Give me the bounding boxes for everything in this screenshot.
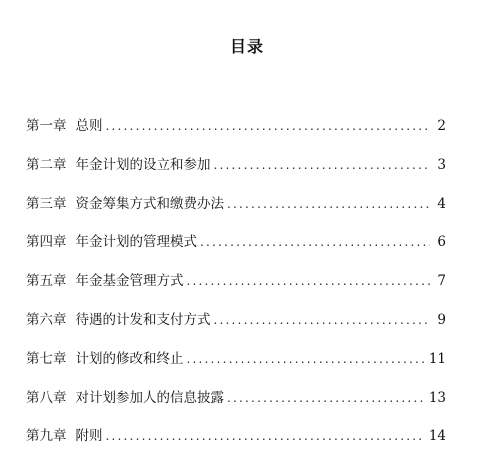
toc-page-number: 6: [437, 234, 446, 251]
toc-page-number: 2: [437, 118, 446, 134]
toc-chapter-number: 第八章: [26, 389, 67, 406]
toc-chapter-title: 年金计划的管理模式: [75, 234, 197, 251]
toc-entry[interactable]: [26, 272, 446, 311]
toc-page-number: 3: [437, 156, 446, 173]
toc-chapter-title: 计划的修改和终止: [75, 350, 184, 367]
toc-chapter-number: 第四章: [26, 234, 67, 251]
toc-chapter-number: 第五章: [26, 273, 67, 290]
toc-entry[interactable]: [26, 427, 446, 466]
toc-chapter-number: 第九章: [26, 428, 67, 445]
toc-chapter-title: 附则: [75, 428, 103, 445]
toc-dot-leader: [187, 272, 431, 290]
toc-page-number: 11: [428, 350, 446, 367]
toc-chapter-number: 第二章: [26, 156, 67, 173]
toc-entry[interactable]: [26, 311, 446, 350]
toc-chapter-title: 总则: [75, 118, 103, 134]
toc-entry[interactable]: [26, 117, 446, 156]
toc-dot-leader: [214, 156, 431, 174]
toc-chapter-number: 第三章: [26, 195, 67, 212]
toc-entry[interactable]: [26, 350, 446, 389]
toc-chapter-title: 年金计划的设立和参加: [75, 156, 211, 173]
toc-page-number: 4: [437, 195, 446, 212]
toc-dot-leader: [106, 117, 431, 135]
toc-chapter-number: 第六章: [26, 311, 67, 328]
toc-page-number: 9: [437, 311, 446, 328]
toc-page-number: 13: [428, 389, 446, 406]
toc-entry[interactable]: [26, 156, 446, 195]
toc-list: [26, 117, 446, 466]
toc-chapter-title: 待遇的计发和支付方式: [75, 311, 211, 328]
toc-chapter-title: 对计划参加人的信息披露: [75, 389, 224, 406]
toc-page-number: 7: [437, 273, 446, 290]
toc-title: 目录: [229, 37, 264, 56]
toc-dot-leader: [187, 350, 425, 368]
toc-entry[interactable]: [26, 389, 446, 428]
toc-entry[interactable]: [26, 195, 446, 234]
toc-chapter-title: 资金筹集方式和缴费办法: [75, 195, 224, 212]
toc-dot-leader: [214, 311, 431, 329]
toc-dot-leader: [227, 389, 425, 407]
toc-dot-leader: [106, 427, 425, 445]
toc-dot-leader: [200, 233, 430, 251]
toc-chapter-number: 第一章: [26, 118, 67, 134]
toc-entry[interactable]: [26, 233, 446, 272]
toc-page-number: 14: [428, 428, 446, 445]
toc-dot-leader: [227, 195, 430, 213]
toc-chapter-number: 第七章: [26, 350, 67, 367]
toc-chapter-title: 年金基金管理方式: [75, 273, 184, 290]
